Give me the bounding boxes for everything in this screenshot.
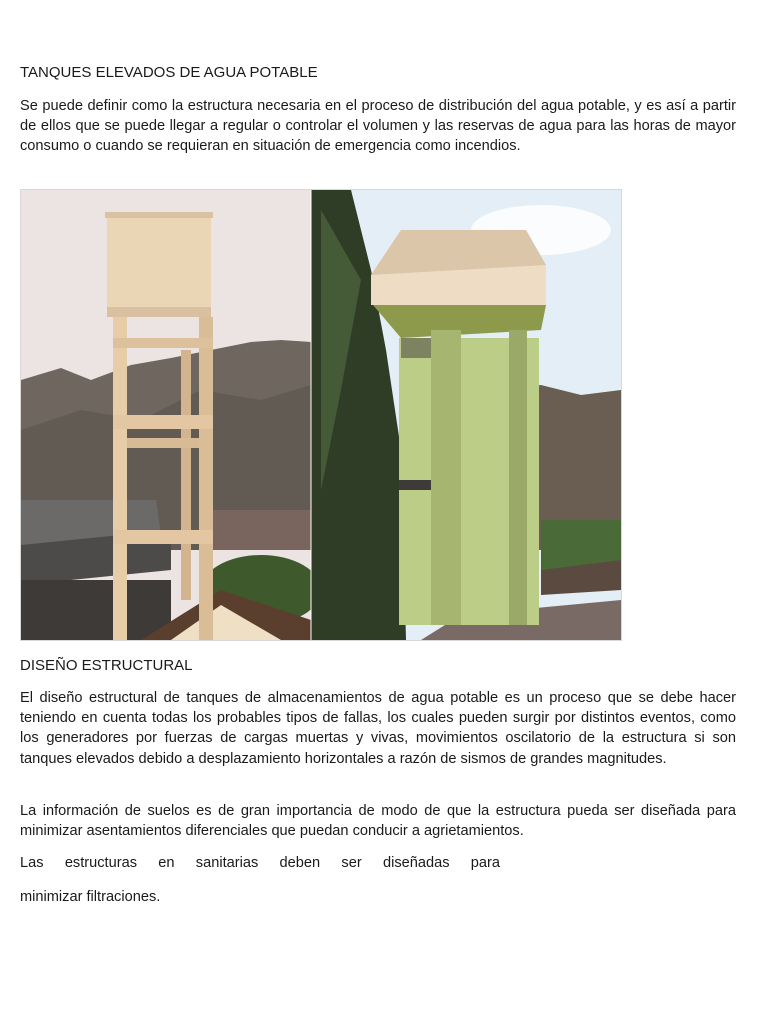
water-tanks-photo bbox=[20, 189, 622, 641]
intro-paragraph: Se puede definir como la estructura necesaria en el proceso de distribución del agua potable, y es así a partir de ellos que se puede llegar a regular o controlar el volumen y las reservas de agua para las horas de mayor consumo o cuando se requieran en situación de emergencia como incendios. bbox=[20, 98, 736, 155]
document-title: TANQUES ELEVADOS DE AGUA POTABLE bbox=[20, 64, 318, 81]
soil-paragraph: La información de suelos es de gran importancia de modo de que la estructura pueda ser diseñada para minimizar asentamientos diferenciales que puedan conducir a agrietamientos. bbox=[20, 803, 736, 840]
elevated-tank-column-photo bbox=[311, 190, 621, 640]
design-paragraph: El diseño estructural de tanques de almacenamientos de agua potable es un proceso que se debe hacer teniendo en cuenta todas los probables tipos de fallas, los cuales pueden surgir por distintos eventos, como los generadores por fuerzas de cargas muertas y vivas, movimientos oscilatorio de la estructura si son tanques elevados debido a desplazamiento horizontales a razón de sismos de grandes magnitudes. bbox=[20, 690, 736, 767]
structures-paragraph: Las estructuras en sanitarias deben ser diseñadas para bbox=[20, 855, 500, 871]
filtration-paragraph: minimizar filtraciones. bbox=[20, 889, 161, 905]
section-title: DISEÑO ESTRUCTURAL bbox=[20, 657, 193, 674]
elevated-tank-frame-photo bbox=[21, 190, 321, 640]
